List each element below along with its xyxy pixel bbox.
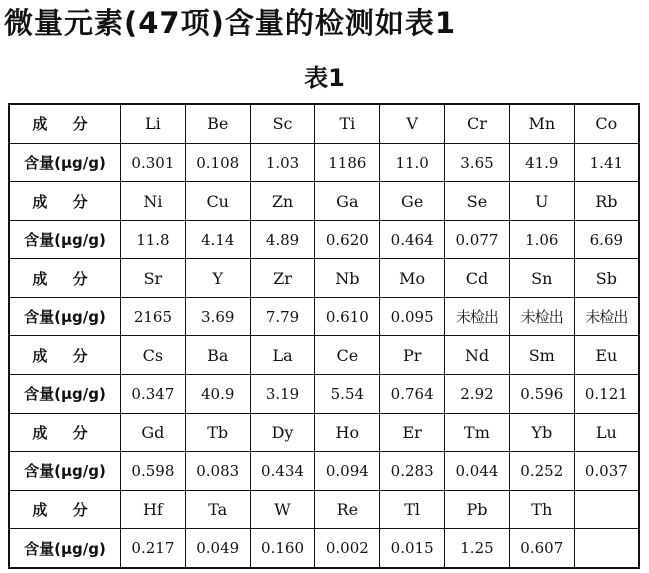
value-cell: 7.79 — [250, 297, 315, 336]
value-row — [9, 143, 639, 182]
value-cell: 0.077 — [445, 220, 510, 259]
value-cell: 4.89 — [250, 220, 315, 259]
element-cell: Ti — [315, 104, 380, 143]
element-cell: Pr — [380, 336, 445, 375]
value-cell: 4.14 — [185, 220, 250, 259]
element-cell: Hf — [121, 490, 186, 529]
element-cell: Nd — [445, 336, 510, 375]
element-row — [9, 259, 639, 298]
value-cell: 0.620 — [315, 220, 380, 259]
value-cell: 11.0 — [380, 143, 445, 182]
value-cell: 3.19 — [250, 374, 315, 413]
element-cell: Cs — [121, 336, 186, 375]
value-cell — [574, 529, 639, 568]
element-row — [9, 336, 639, 375]
element-cell: V — [380, 104, 445, 143]
table-title: 表1 — [304, 64, 345, 92]
element-cell: Cd — [445, 259, 510, 298]
value-cell: 0.610 — [315, 297, 380, 336]
value-cell: 40.9 — [185, 374, 250, 413]
element-cell: La — [250, 336, 315, 375]
element-cell: Y — [185, 259, 250, 298]
element-cell: Tm — [445, 413, 510, 452]
value-cell: 0.434 — [250, 452, 315, 491]
element-cell: Cr — [445, 104, 510, 143]
element-cell: Er — [380, 413, 445, 452]
value-label: 含量(μg/g) — [9, 529, 121, 568]
value-cell: 3.65 — [445, 143, 510, 182]
value-cell: 0.037 — [574, 452, 639, 491]
value-label: 含量(μg/g) — [9, 374, 121, 413]
element-row — [9, 104, 639, 143]
element-label: 成 分 — [9, 182, 121, 221]
value-cell: 0.108 — [185, 143, 250, 182]
page-title: 微量元素(47项)含量的检测如表1 — [4, 6, 457, 40]
value-cell: 0.002 — [315, 529, 380, 568]
value-row — [9, 297, 639, 336]
element-cell: Rb — [574, 182, 639, 221]
element-cell — [574, 490, 639, 529]
value-cell: 5.54 — [315, 374, 380, 413]
element-cell: Nb — [315, 259, 380, 298]
value-cell: 0.764 — [380, 374, 445, 413]
value-cell: 1.06 — [509, 220, 574, 259]
value-cell: 1186 — [315, 143, 380, 182]
element-cell: Se — [445, 182, 510, 221]
value-cell: 0.094 — [315, 452, 380, 491]
value-cell: 1.03 — [250, 143, 315, 182]
value-cell: 0.044 — [445, 452, 510, 491]
element-cell: Tl — [380, 490, 445, 529]
element-cell: Th — [509, 490, 574, 529]
value-cell: 0.160 — [250, 529, 315, 568]
element-cell: Lu — [574, 413, 639, 452]
value-cell: 未检出 — [445, 297, 510, 336]
value-label: 含量(μg/g) — [9, 452, 121, 491]
value-cell: 0.083 — [185, 452, 250, 491]
element-cell: Mn — [509, 104, 574, 143]
table-body — [9, 104, 639, 568]
value-cell: 6.69 — [574, 220, 639, 259]
value-row — [9, 452, 639, 491]
value-cell: 0.252 — [509, 452, 574, 491]
value-cell: 0.121 — [574, 374, 639, 413]
element-cell: Mo — [380, 259, 445, 298]
element-cell: Pb — [445, 490, 510, 529]
element-cell: Ce — [315, 336, 380, 375]
value-cell: 2165 — [121, 297, 186, 336]
value-cell: 0.598 — [121, 452, 186, 491]
value-cell: 11.8 — [121, 220, 186, 259]
element-cell: Yb — [509, 413, 574, 452]
value-cell: 未检出 — [509, 297, 574, 336]
element-label: 成 分 — [9, 490, 121, 529]
element-cell: Eu — [574, 336, 639, 375]
value-cell: 1.41 — [574, 143, 639, 182]
value-row — [9, 374, 639, 413]
element-label: 成 分 — [9, 336, 121, 375]
value-label: 含量(μg/g) — [9, 143, 121, 182]
element-cell: W — [250, 490, 315, 529]
element-row — [9, 413, 639, 452]
value-row — [9, 529, 639, 568]
element-row — [9, 490, 639, 529]
element-cell: Re — [315, 490, 380, 529]
element-cell: Cu — [185, 182, 250, 221]
value-label: 含量(μg/g) — [9, 297, 121, 336]
element-cell: Sm — [509, 336, 574, 375]
element-cell: Ta — [185, 490, 250, 529]
element-cell: Sn — [509, 259, 574, 298]
value-cell: 3.69 — [185, 297, 250, 336]
value-cell: 0.301 — [121, 143, 186, 182]
element-cell: Dy — [250, 413, 315, 452]
value-cell: 0.015 — [380, 529, 445, 568]
element-cell: Zn — [250, 182, 315, 221]
element-cell: Zr — [250, 259, 315, 298]
element-cell: Li — [121, 104, 186, 143]
element-cell: Ba — [185, 336, 250, 375]
element-label: 成 分 — [9, 259, 121, 298]
value-cell: 0.607 — [509, 529, 574, 568]
value-cell: 0.283 — [380, 452, 445, 491]
value-cell: 1.25 — [445, 529, 510, 568]
value-cell: 0.596 — [509, 374, 574, 413]
element-row — [9, 182, 639, 221]
element-cell: Co — [574, 104, 639, 143]
value-cell: 0.217 — [121, 529, 186, 568]
element-cell: U — [509, 182, 574, 221]
element-cell: Gd — [121, 413, 186, 452]
value-cell: 2.92 — [445, 374, 510, 413]
element-label: 成 分 — [9, 104, 121, 143]
element-cell: Sc — [250, 104, 315, 143]
element-cell: Ge — [380, 182, 445, 221]
element-label: 成 分 — [9, 413, 121, 452]
trace-element-table — [8, 103, 640, 569]
element-cell: Sr — [121, 259, 186, 298]
element-cell: Ga — [315, 182, 380, 221]
value-cell: 41.9 — [509, 143, 574, 182]
value-row — [9, 220, 639, 259]
element-cell: Ni — [121, 182, 186, 221]
element-cell: Sb — [574, 259, 639, 298]
value-cell: 0.347 — [121, 374, 186, 413]
value-cell: 0.095 — [380, 297, 445, 336]
value-cell: 0.464 — [380, 220, 445, 259]
value-cell: 0.049 — [185, 529, 250, 568]
element-cell: Ho — [315, 413, 380, 452]
element-cell: Be — [185, 104, 250, 143]
value-label: 含量(μg/g) — [9, 220, 121, 259]
element-cell: Tb — [185, 413, 250, 452]
value-cell: 未检出 — [574, 297, 639, 336]
